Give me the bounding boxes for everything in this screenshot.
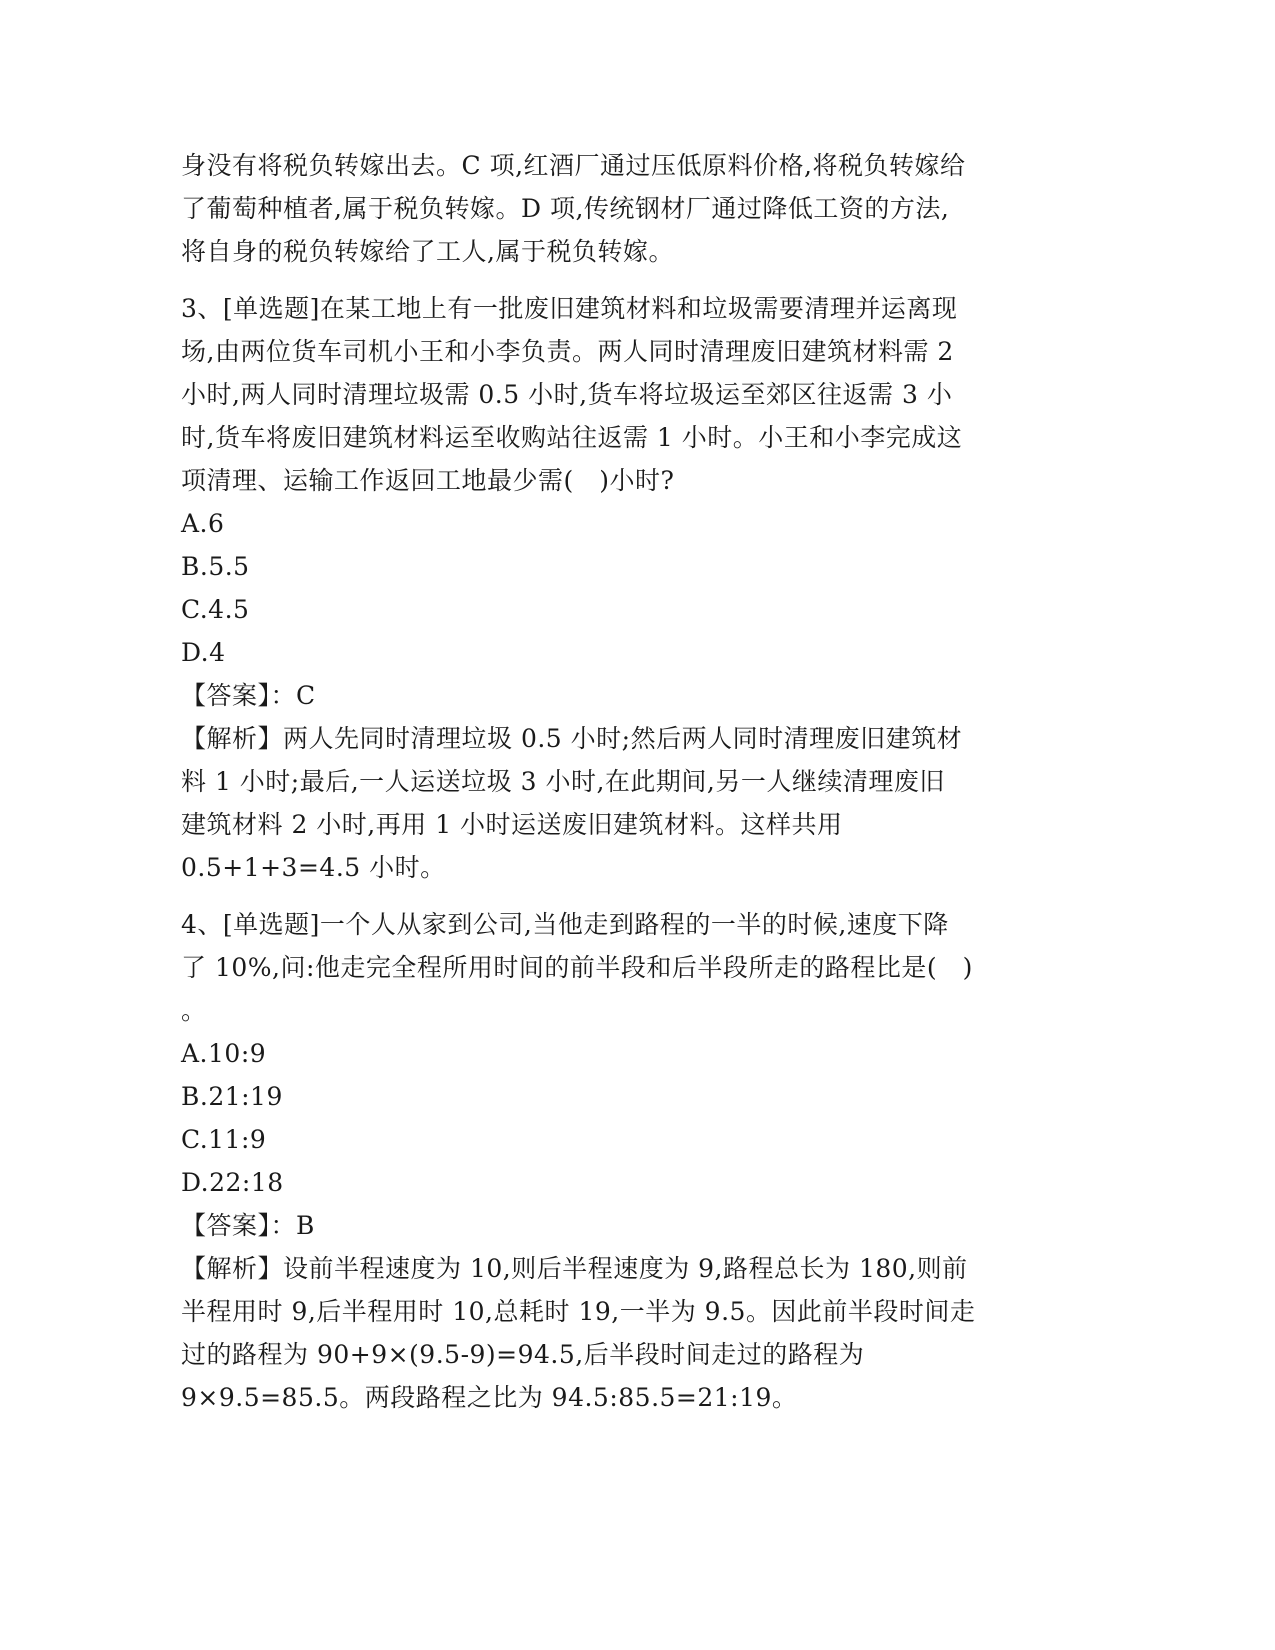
text-line: 建筑材料 2 小时,再用 1 小时运送废旧建筑材料。这样共用 <box>181 810 843 839</box>
text-line: 【解析】两人先同时清理垃圾 0.5 小时;然后两人同时清理废旧建筑材 <box>181 724 963 753</box>
analysis <box>181 1247 1081 1419</box>
question-options <box>181 502 1081 674</box>
text-line: 过的路程为 90+9×(9.5-9)=94.5,后半段时间走过的路程为 <box>181 1340 865 1369</box>
option-a: A.6 <box>181 509 225 538</box>
option-b: B.21:19 <box>181 1082 283 1111</box>
question-3 <box>181 287 1081 889</box>
question-stem <box>181 903 1081 1032</box>
text-line: 料 1 小时;最后,一人运送垃圾 3 小时,在此期间,另一人继续清理废旧 <box>181 767 945 796</box>
answer-line: 【答案】：C <box>181 681 316 710</box>
option-b: B.5.5 <box>181 552 250 581</box>
previous-explanation <box>181 144 1081 273</box>
text-line: 将自身的税负转嫁给了工人,属于税负转嫁。 <box>181 237 674 266</box>
text-line: 时,货车将废旧建筑材料运至收购站往返需 1 小时。小王和小李完成这 <box>181 423 963 452</box>
text-line: 了 10%,问:他走完全程所用时间的前半段和后半段所走的路程比是( ) <box>181 953 973 982</box>
text-line: 【解析】设前半程速度为 10,则后半程速度为 9,路程总长为 180,则前 <box>181 1254 968 1283</box>
text-line: 3、[单选题]在某工地上有一批废旧建筑材料和垃圾需要清理并运离现 <box>181 294 958 323</box>
text-line: 。 <box>181 996 207 1025</box>
text-line: 9×9.5=85.5。两段路程之比为 94.5:85.5=21:19。 <box>181 1383 798 1412</box>
document-page <box>181 144 1081 1419</box>
option-d: D.22:18 <box>181 1168 284 1197</box>
option-a: A.10:9 <box>181 1039 267 1068</box>
analysis <box>181 717 1081 889</box>
text-line: 了葡萄种植者,属于税负转嫁。D 项,传统钢材厂通过降低工资的方法, <box>181 194 950 223</box>
text-line: 身没有将税负转嫁出去。C 项,红酒厂通过压低原料价格,将税负转嫁给 <box>181 151 966 180</box>
text-line: 0.5+1+3=4.5 小时。 <box>181 853 446 882</box>
text-line: 项清理、运输工作返回工地最少需( )小时? <box>181 466 675 495</box>
question-stem <box>181 287 1081 502</box>
answer-line: 【答案】：B <box>181 1211 315 1240</box>
text-line: 小时,两人同时清理垃圾需 0.5 小时,货车将垃圾运至郊区往返需 3 小 <box>181 380 953 409</box>
text-line: 4、[单选题]一个人从家到公司,当他走到路程的一半的时候,速度下降 <box>181 910 949 939</box>
option-c: C.11:9 <box>181 1125 267 1154</box>
question-4 <box>181 903 1081 1419</box>
option-c: C.4.5 <box>181 595 250 624</box>
text-line: 半程用时 9,后半程用时 10,总耗时 19,一半为 9.5。因此前半段时间走 <box>181 1297 976 1326</box>
question-options <box>181 1032 1081 1204</box>
text-line: 场,由两位货车司机小王和小李负责。两人同时清理废旧建筑材料需 2 <box>181 337 954 366</box>
option-d: D.4 <box>181 638 226 667</box>
